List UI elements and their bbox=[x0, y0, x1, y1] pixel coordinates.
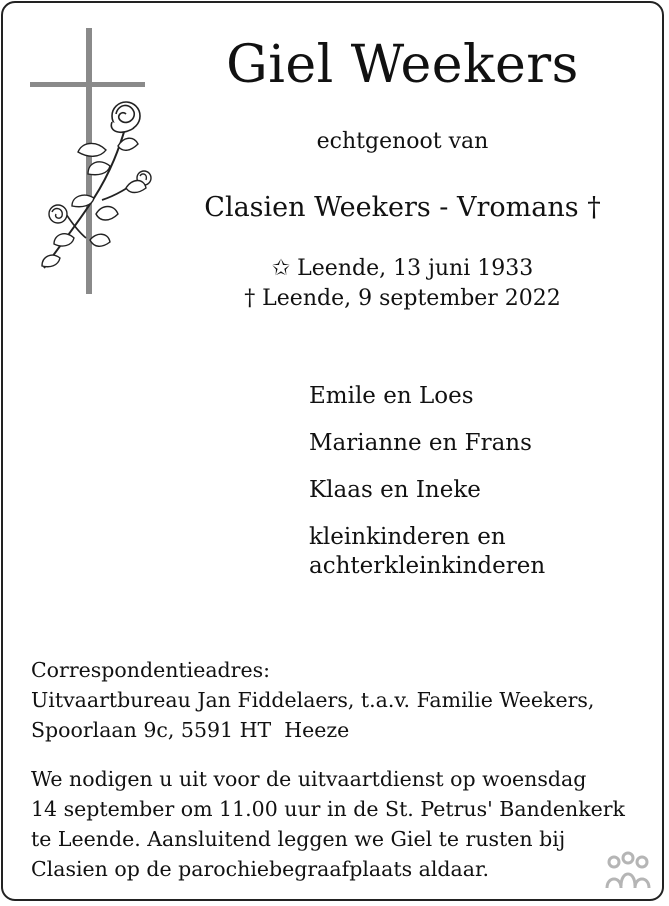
relation-label: echtgenoot van bbox=[316, 129, 489, 154]
life-dates bbox=[0, 254, 669, 314]
people-group-logo-icon bbox=[604, 850, 652, 892]
death-line: † Leende, 9 september 2022 bbox=[244, 286, 561, 311]
correspondence-line: Uitvaartbureau Jan Fiddelaers, t.a.v. Familie Weekers, bbox=[31, 688, 595, 712]
funeral-invitation: We nodigen u uit voor de uitvaartdienst op woensdag 14 september om 11.00 uur in de St. Petrus' Bandenkerk te Leende. Aansluitend leggen we Giel te rusten bij Clasien op de parochiebegraafplaats aldaar. bbox=[31, 767, 625, 881]
spouse-name: Clasien Weekers - Vromans † bbox=[204, 192, 601, 223]
birth-line: ✩ Leende, 13 juni 1933 bbox=[271, 256, 534, 281]
correspondence-heading: Correspondentieadres: bbox=[31, 658, 271, 682]
family-item: Marianne en Frans bbox=[309, 430, 532, 456]
family-item: Klaas en Ineke bbox=[309, 477, 481, 503]
family-item: Emile en Loes bbox=[309, 383, 474, 409]
correspondence-address bbox=[31, 655, 594, 745]
family-list bbox=[309, 382, 545, 599]
family-item: kleinkinderen en achterkleinkinderen bbox=[309, 524, 546, 579]
correspondence-line: Spoorlaan 9c, 5591 HT Heeze bbox=[31, 718, 350, 742]
deceased-name: Giel Weekers bbox=[226, 35, 579, 95]
